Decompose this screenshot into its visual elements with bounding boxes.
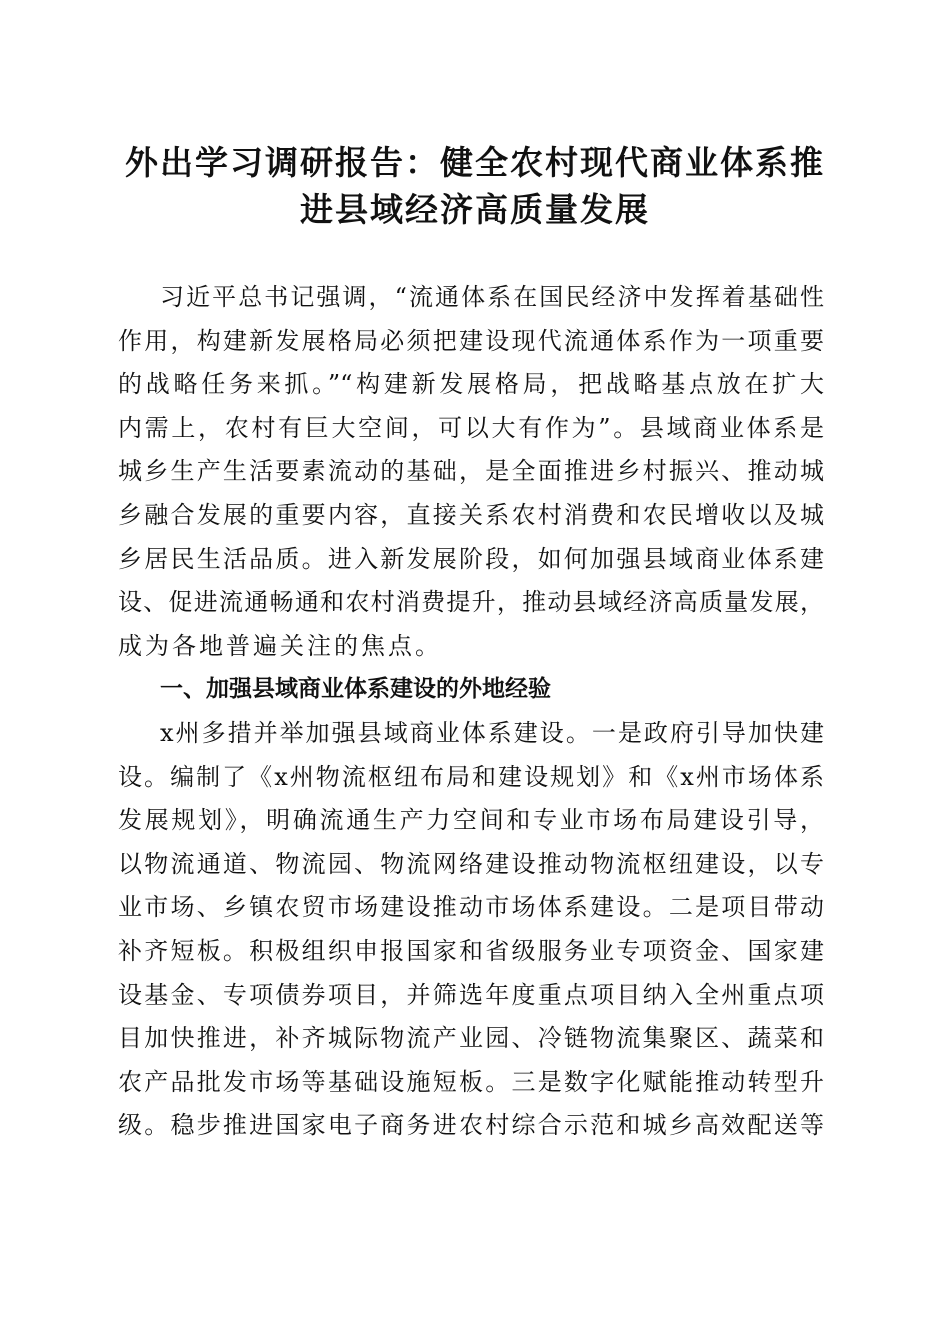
text-line: 农产品批发市场等基础设施短板。三是数字化赋能推动转型升 bbox=[118, 1067, 824, 1096]
text-line: 设、促进流通畅通和农村消费提升，推动县域经济高质量发展， bbox=[118, 588, 824, 617]
text-line: 设基金、专项债券项目，并筛选年度重点项目纳入全州重点项 bbox=[118, 980, 824, 1009]
section-heading: 一、加强县域商业体系建设的外地经验 bbox=[160, 676, 551, 703]
text-line: 级。稳步推进国家电子商务进农村综合示范和城乡高效配送等 bbox=[118, 1111, 824, 1140]
text-line: 以物流通道、物流园、物流网络建设推动物流枢纽建设，以专 bbox=[118, 849, 824, 878]
text-line: 目加快推进，补齐城际物流产业园、冷链物流集聚区、蔬菜和 bbox=[118, 1024, 824, 1053]
text-line: 的战略任务来抓。”“构建新发展格局，把战略基点放在扩大 bbox=[118, 370, 824, 399]
text-line: 习近平总书记强调，“流通体系在国民经济中发挥着基础性 bbox=[160, 283, 824, 311]
text-line: 乡居民生活品质。进入新发展阶段，如何加强县域商业体系建 bbox=[118, 544, 824, 573]
text-line: 补齐短板。积极组织申报国家和省级服务业专项资金、国家建 bbox=[118, 936, 824, 965]
text-line: x州多措并举加强县域商业体系建设。一是政府引导加快建 bbox=[160, 718, 824, 747]
document-title-line-2: 进县域经济高质量发展 bbox=[300, 190, 650, 229]
text-line: 设。编制了《x州物流枢纽布局和建设规划》和《x州市场体系 bbox=[118, 762, 824, 791]
paragraph-experience bbox=[118, 712, 824, 1148]
text-line: 内需上，农村有巨大空间，可以大有作为”。县域商业体系是 bbox=[118, 413, 824, 442]
paragraph-intro bbox=[118, 276, 824, 668]
text-line: 成为各地普遍关注的焦点。 bbox=[118, 631, 442, 660]
text-line: 城乡生产生活要素流动的基础，是全面推进乡村振兴、推动城 bbox=[118, 457, 824, 486]
text-line: 作用，构建新发展格局必须把建设现代流通体系作为一项重要 bbox=[118, 326, 824, 355]
text-line: 业市场、乡镇农贸市场建设推动市场体系建设。二是项目带动 bbox=[118, 893, 824, 922]
document-title-line-1: 外出学习调研报告：健全农村现代商业体系推 bbox=[125, 143, 825, 182]
text-line: 乡融合发展的重要内容，直接关系农村消费和农民增收以及城 bbox=[118, 500, 824, 529]
document-body bbox=[118, 276, 824, 1148]
text-line: 发展规划》，明确流通生产力空间和专业市场布局建设引导， bbox=[118, 806, 824, 835]
